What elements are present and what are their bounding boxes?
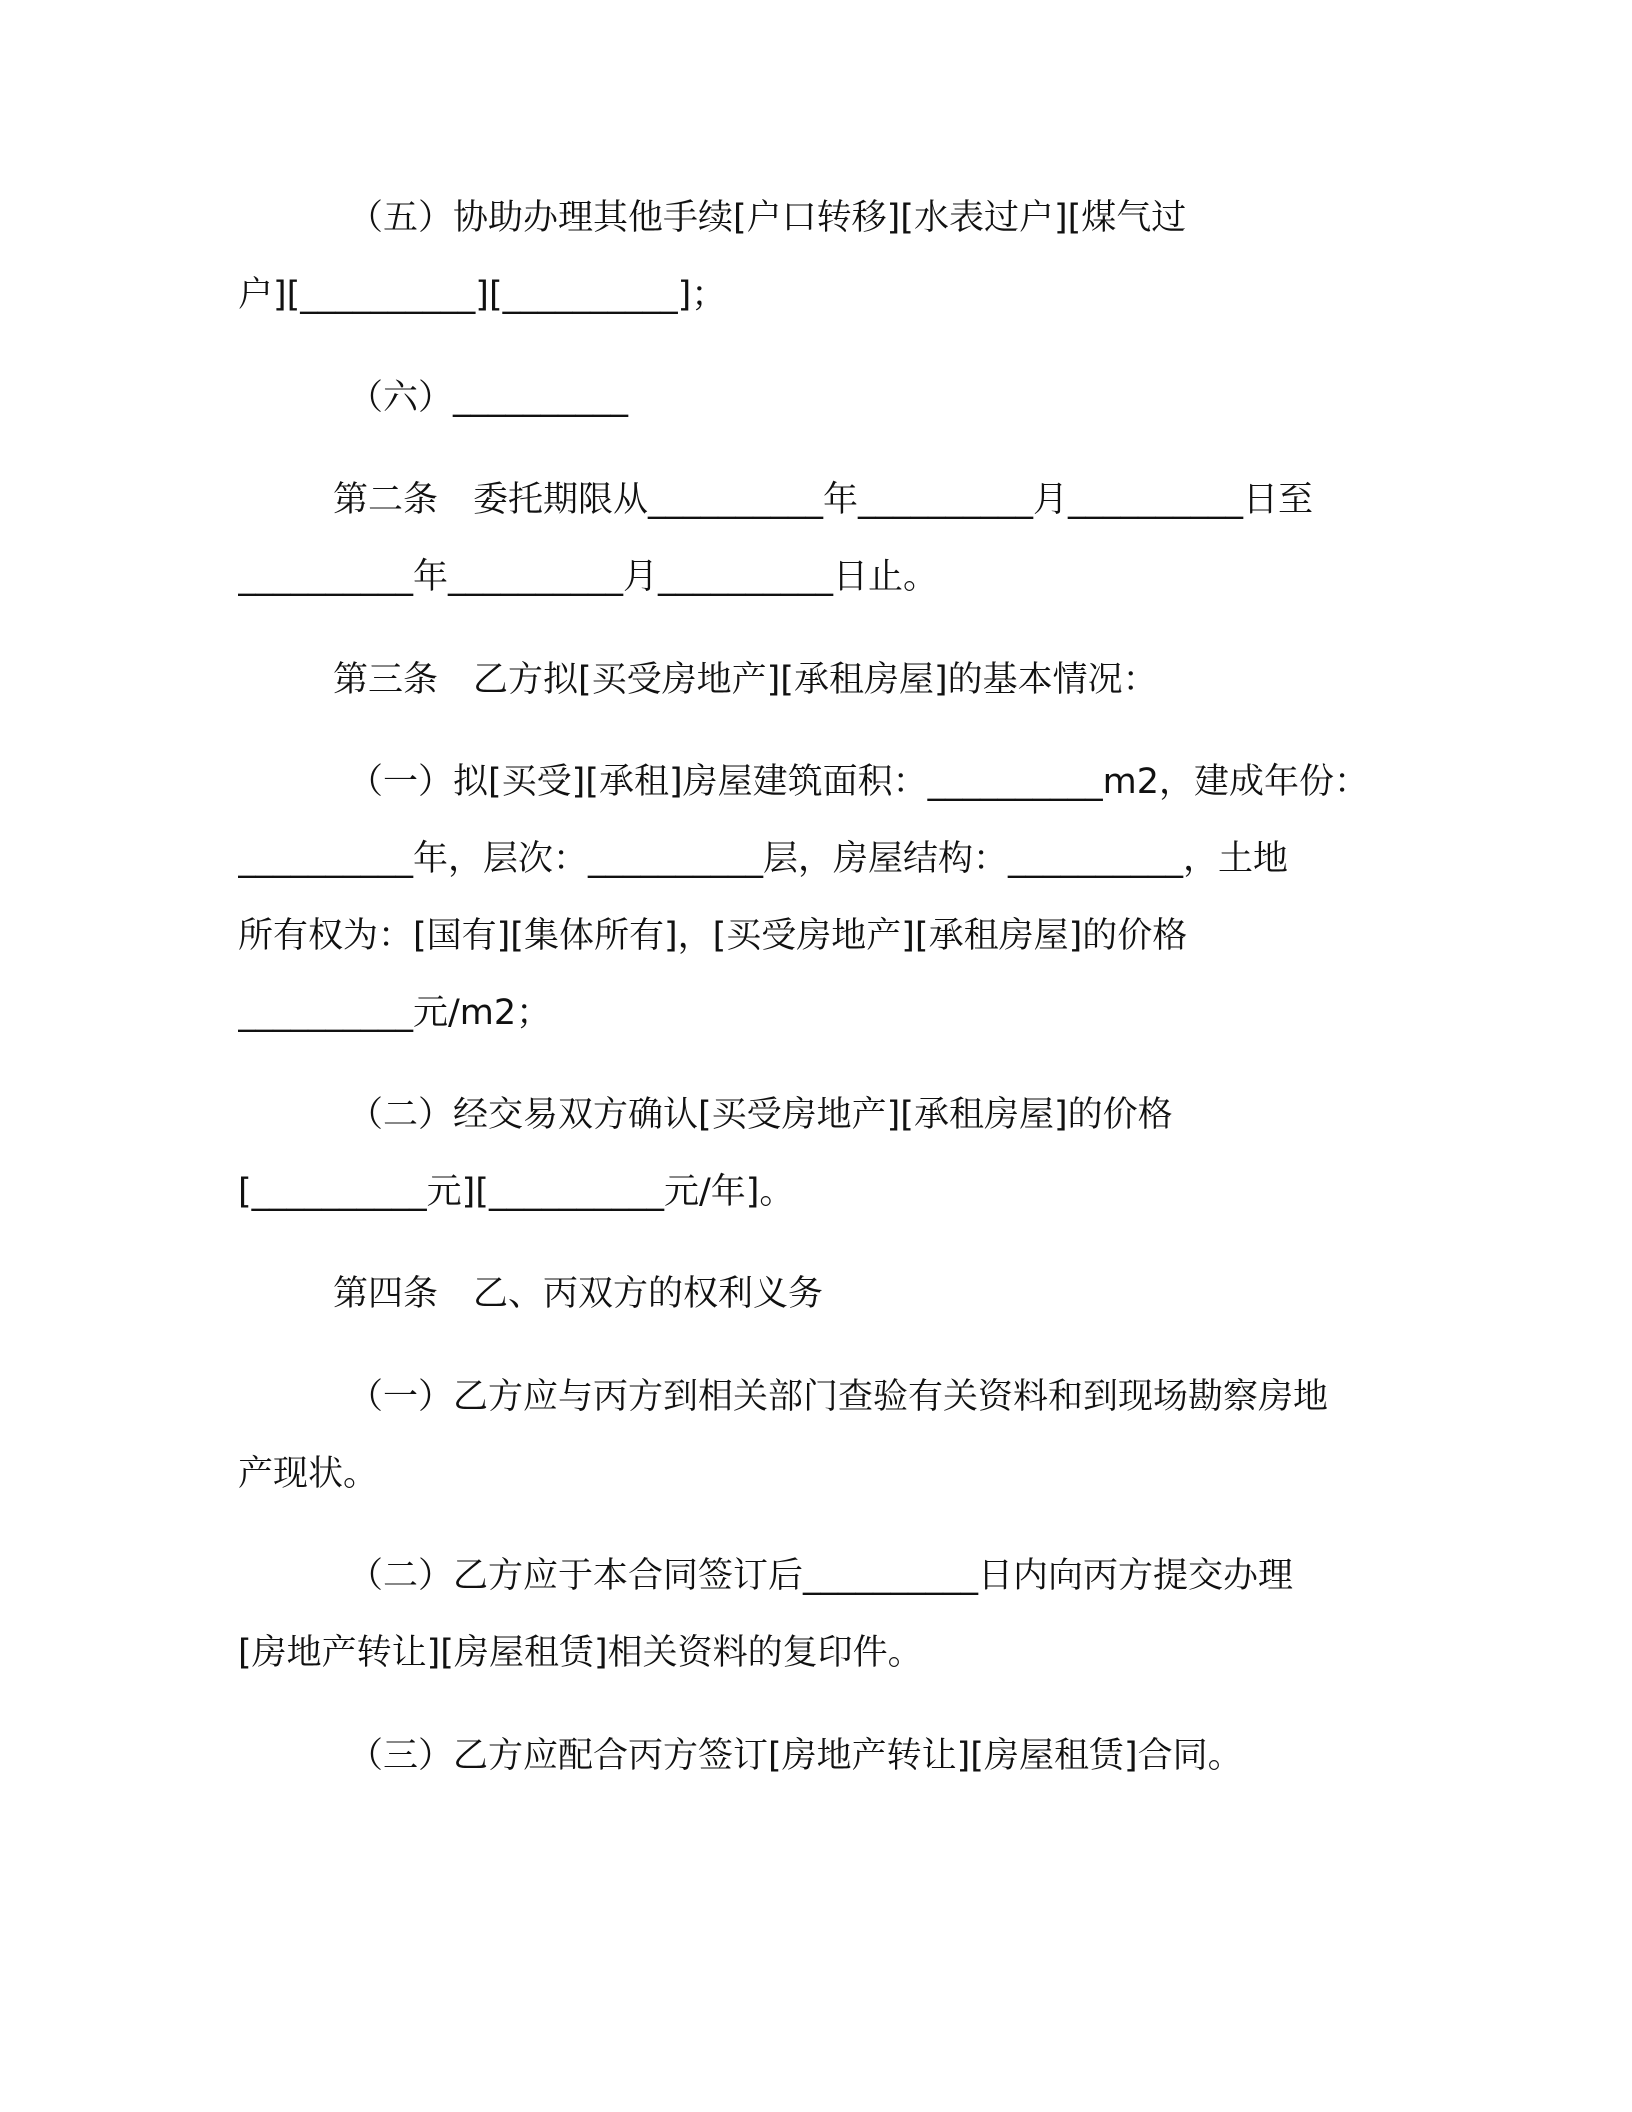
text-line: __________年，层次：__________层，房屋结构：__________，土地 — [238, 839, 1289, 879]
text-line: （二）经交易双方确认[买受房地产][承租房屋]的价格 — [348, 1095, 1173, 1135]
text-line: 产现状。 — [238, 1454, 379, 1494]
text-line: 所有权为：[国有][集体所有]，[买受房地产][承租房屋]的价格 — [238, 916, 1188, 956]
text-line: [__________元][__________元/年]。 — [238, 1172, 795, 1212]
article-3-heading: 第三条 乙方拟[买受房地产][承租房屋]的基本情况： — [333, 660, 1158, 700]
text-line: __________元/m2； — [238, 993, 552, 1033]
text-line: （一）拟[买受][承租]房屋建筑面积：__________m2，建成年份： — [348, 762, 1369, 802]
text-line: （二）乙方应于本合同签订后__________日内向丙方提交办理 — [348, 1556, 1294, 1596]
text-line: 户][__________][__________]； — [238, 275, 727, 315]
article-4-heading: 第四条 乙、丙双方的权利义务 — [333, 1274, 824, 1314]
text-line: （六）__________ — [348, 378, 629, 418]
text-line: （一）乙方应与丙方到相关部门查验有关资料和到现场勘察房地 — [348, 1377, 1329, 1417]
text-line: （三）乙方应配合丙方签订[房地产转让][房屋租赁]合同。 — [348, 1736, 1243, 1776]
text-line: （五）协助办理其他手续[户口转移][水表过户][煤气过 — [348, 198, 1187, 238]
text-line: __________年__________月__________日止。 — [238, 557, 939, 597]
article-2-heading: 第二条 委托期限从__________年__________月__________日至 — [333, 480, 1314, 520]
text-line: [房地产转让][房屋租赁]相关资料的复印件。 — [238, 1633, 923, 1673]
